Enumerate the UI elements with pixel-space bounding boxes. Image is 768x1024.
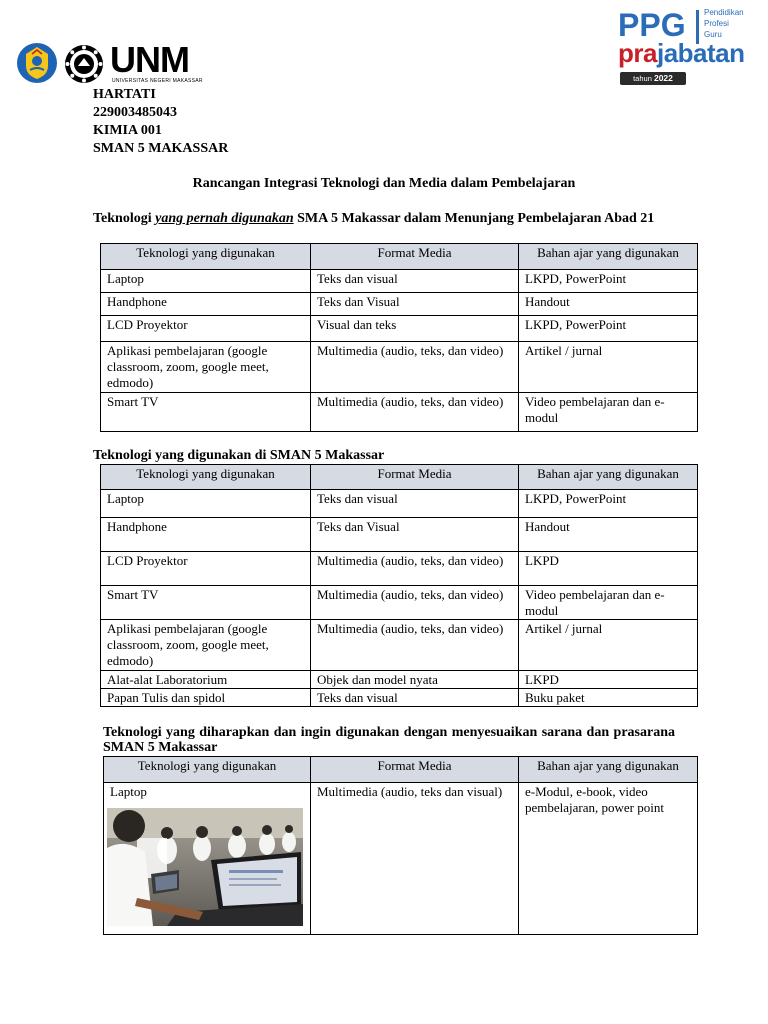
table-row xyxy=(101,620,698,671)
table-cell: Multimedia (audio, teks, dan video) xyxy=(311,620,519,671)
table-cell: Handphone xyxy=(101,293,311,316)
table-cell: Buku paket xyxy=(519,689,698,707)
table-cell: Handphone xyxy=(101,518,311,552)
ppg-logo-jabatan: jabatan xyxy=(656,38,745,68)
table-header-row xyxy=(101,465,698,490)
column-header-technology: Teknologi yang digunakan xyxy=(101,244,311,270)
table-row xyxy=(101,293,698,316)
ppg-tahun-value: 2022 xyxy=(653,73,673,83)
table-cell: Handout xyxy=(519,518,698,552)
table-cell: Teks dan visual xyxy=(311,270,519,293)
column-header-technology: Teknologi yang digunakan xyxy=(104,757,311,783)
section1-heading-pre: Teknologi xyxy=(93,211,156,226)
section1-heading-post: SMA 5 Makassar dalam Menunjang Pembelajaran Abad 21 xyxy=(293,211,655,226)
table-cell: Multimedia (audio, teks, dan video) xyxy=(311,393,519,432)
table-row xyxy=(101,689,698,707)
table-cell: Teks dan visual xyxy=(311,689,519,707)
table-cell: Handout xyxy=(519,293,698,316)
table-cell: Laptop xyxy=(101,270,311,293)
table-row xyxy=(101,393,698,432)
table-row xyxy=(101,270,698,293)
table-cell: Smart TV xyxy=(101,586,311,620)
column-header-format: Format Media xyxy=(311,757,519,783)
column-header-technology: Teknologi yang digunakan xyxy=(101,465,311,490)
ppg-tahun-label: tahun xyxy=(633,74,652,83)
identity-name: HARTATI xyxy=(93,87,156,102)
table-cell: Artikel / jurnal xyxy=(519,620,698,671)
table-cell: Papan Tulis dan spidol xyxy=(101,689,311,707)
column-header-materials: Bahan ajar yang digunakan xyxy=(519,465,698,490)
section1-heading-underlined: yang pernah digunakan xyxy=(155,211,294,226)
ppg-logo-line2: Profesi xyxy=(704,19,729,28)
table-header-row xyxy=(104,757,698,783)
section3-heading: Teknologi yang diharapkan dan ingin digunakan dengan menyesuaikan sarana dan prasarana SMAN 5 Makassar xyxy=(103,725,675,755)
table-cell: Objek dan model nyata xyxy=(311,671,519,689)
table-row xyxy=(101,518,698,552)
document-title: Rancangan Integrasi Teknologi dan Media dalam Pembelajaran xyxy=(192,176,576,191)
table-cell: LKPD, PowerPoint xyxy=(519,316,698,342)
table-cell: Teks dan Visual xyxy=(311,518,519,552)
table-cell: Multimedia (audio, teks dan visual) xyxy=(311,783,519,935)
ppg-prajabatan-logo xyxy=(618,8,758,88)
table-cell: Smart TV xyxy=(101,393,311,432)
students-using-laptops-photo xyxy=(107,808,303,926)
unm-logo-subtitle: UNIVERSITAS NEGERI MAKASSAR xyxy=(112,78,203,84)
table-row xyxy=(101,342,698,393)
unm-emblem-icon xyxy=(64,44,104,84)
ppg-logo-pra: pra xyxy=(618,38,657,68)
column-header-materials: Bahan ajar yang digunakan xyxy=(519,244,698,270)
table-cell: Laptop xyxy=(110,784,147,799)
table-row xyxy=(101,586,698,620)
column-header-materials: Bahan ajar yang digunakan xyxy=(519,757,698,783)
kemendikbud-logo xyxy=(16,42,58,84)
table-row xyxy=(101,316,698,342)
column-header-format: Format Media xyxy=(311,465,519,490)
table-cell: e-Modul, e-book, video pembelajaran, power point xyxy=(519,783,698,935)
table-cell: Video pembelajaran dan e-modul xyxy=(519,393,698,432)
table-cell: LKPD, PowerPoint xyxy=(519,270,698,293)
table-header-row xyxy=(101,244,698,270)
table-cell: Multimedia (audio, teks, dan video) xyxy=(311,586,519,620)
table-technology-used-before xyxy=(100,243,698,432)
table-technology-expected xyxy=(103,756,698,935)
table-cell: LCD Proyektor xyxy=(101,316,311,342)
table-cell: LKPD xyxy=(519,552,698,586)
table-cell: Aplikasi pembelajaran (google classroom, zoom, google meet, edmodo) xyxy=(101,620,311,671)
section2-heading: Teknologi yang digunakan di SMAN 5 Makassar xyxy=(93,448,385,463)
table-cell: Visual dan teks xyxy=(311,316,519,342)
table-cell: Aplikasi pembelajaran (google classroom, zoom, google meet, edmodo) xyxy=(101,342,311,393)
table-cell: Video pembelajaran dan e-modul xyxy=(519,586,698,620)
table-cell: Teks dan Visual xyxy=(311,293,519,316)
ppg-logo-line3: Guru xyxy=(704,30,722,39)
table-cell: LKPD xyxy=(519,671,698,689)
identity-school: SMAN 5 MAKASSAR xyxy=(93,141,229,156)
section1-heading xyxy=(93,211,673,226)
table-row xyxy=(101,552,698,586)
identity-class: KIMIA 001 xyxy=(93,123,162,138)
table-cell: LCD Proyektor xyxy=(101,552,311,586)
table-cell: Alat-alat Laboratorium xyxy=(101,671,311,689)
table-cell: Multimedia (audio, teks, dan video) xyxy=(311,552,519,586)
table-cell-with-photo xyxy=(104,783,311,935)
table-cell: Multimedia (audio, teks, dan video) xyxy=(311,342,519,393)
identity-number: 229003485043 xyxy=(93,105,177,120)
unm-logo-text: UNM xyxy=(110,39,189,80)
table-cell: Artikel / jurnal xyxy=(519,342,698,393)
table-row xyxy=(101,490,698,518)
table-row xyxy=(101,671,698,689)
table-row xyxy=(104,783,698,935)
ppg-logo-prajabatan xyxy=(618,38,745,68)
ppg-logo-ppg: PPG xyxy=(618,7,686,43)
table-cell: Laptop xyxy=(101,490,311,518)
ppg-logo-tahun xyxy=(620,72,686,85)
ppg-logo-line1: Pendidikan xyxy=(704,8,744,17)
column-header-format: Format Media xyxy=(311,244,519,270)
table-cell: LKPD, PowerPoint xyxy=(519,490,698,518)
table-technology-used xyxy=(100,464,698,707)
table-cell: Teks dan visual xyxy=(311,490,519,518)
